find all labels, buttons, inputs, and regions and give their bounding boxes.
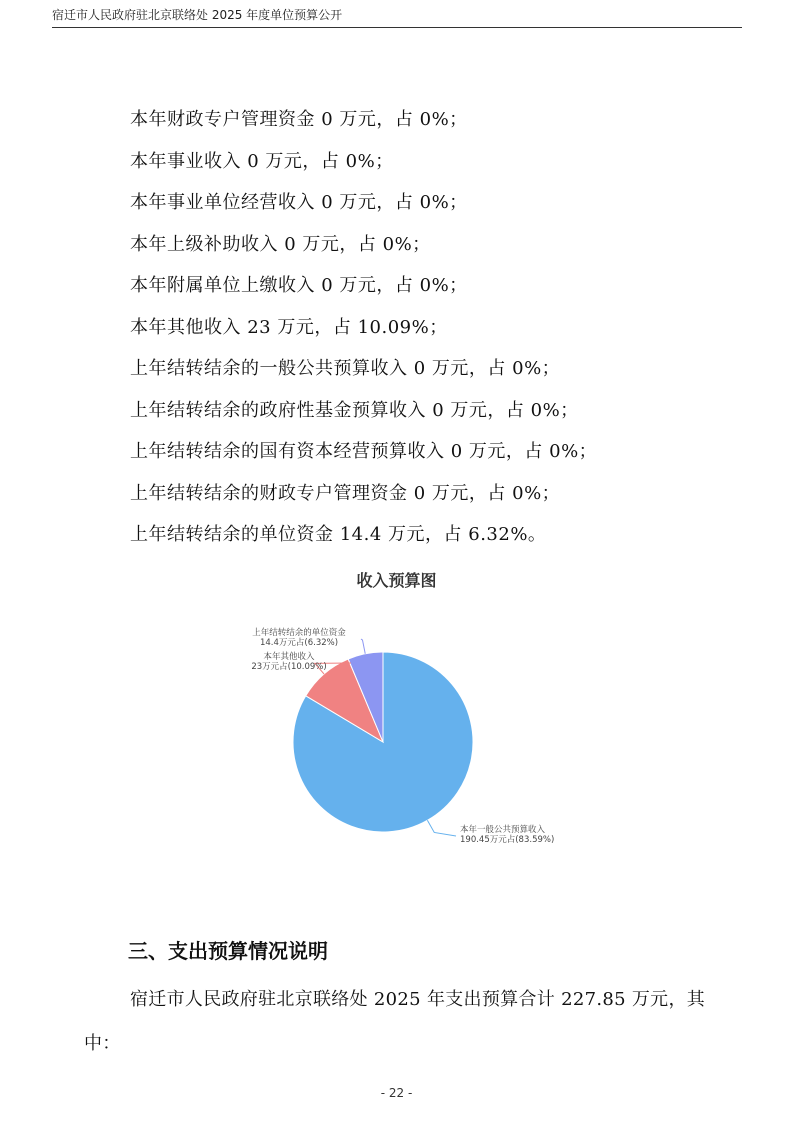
income-line: 本年事业单位经营收入 0 万元，占 0%； [130,192,468,213]
slice-name-label: 上年结转结余的单位资金 [252,628,346,638]
income-line: 上年结转结余的财政专户管理资金 0 万元，占 0%； [130,482,561,504]
page-number: - 22 - [380,1086,413,1100]
income-line: 上年结转结余的单位资金 14.4 万元，占 6.32%。 [130,524,547,545]
leader-line [427,820,456,836]
section-heading: 三、支出预算情况说明 [128,939,328,963]
leader-line [361,639,365,654]
slice-name-label: 本年其他收入 [263,652,315,662]
chart-title: 收入预算图 [356,571,437,590]
slice-name-label: 本年一般公共预算收入 [460,825,546,835]
slice-value-label: 190.45万元占(83.59%) [460,835,555,845]
income-line: 本年财政专户管理资金 0 万元，占 0%； [130,109,468,130]
income-line: 本年其他收入 23 万元，占 10.09%； [130,316,448,338]
income-line: 本年事业收入 0 万元，占 0%； [130,150,394,172]
income-list [130,105,597,562]
income-pie-chart [150,600,650,870]
income-line: 上年结转结余的一般公共预算收入 0 万元，占 0%； [130,358,561,379]
income-line: 上年结转结余的国有资本经营预算收入 0 万元，占 0%； [130,441,598,462]
page-header: 宿迁市人民政府驻北京联络处 2025 年度单位预算公开 [52,8,343,22]
income-line: 本年附属单位上缴收入 0 万元，占 0%； [130,275,468,296]
income-line: 上年结转结余的政府性基金预算收入 0 万元，占 0%； [130,399,579,421]
slice-value-label: 23万元占(10.09%) [251,662,327,672]
slice-value-label: 14.4万元占(6.32%) [259,638,339,648]
section-paragraph: 宿迁市人民政府驻北京联络处 2025 年支出预算合计 227.85 万元，其中： [84,989,706,1054]
header-divider [52,27,742,28]
income-line: 本年上级补助收入 0 万元，占 0%； [130,233,431,255]
